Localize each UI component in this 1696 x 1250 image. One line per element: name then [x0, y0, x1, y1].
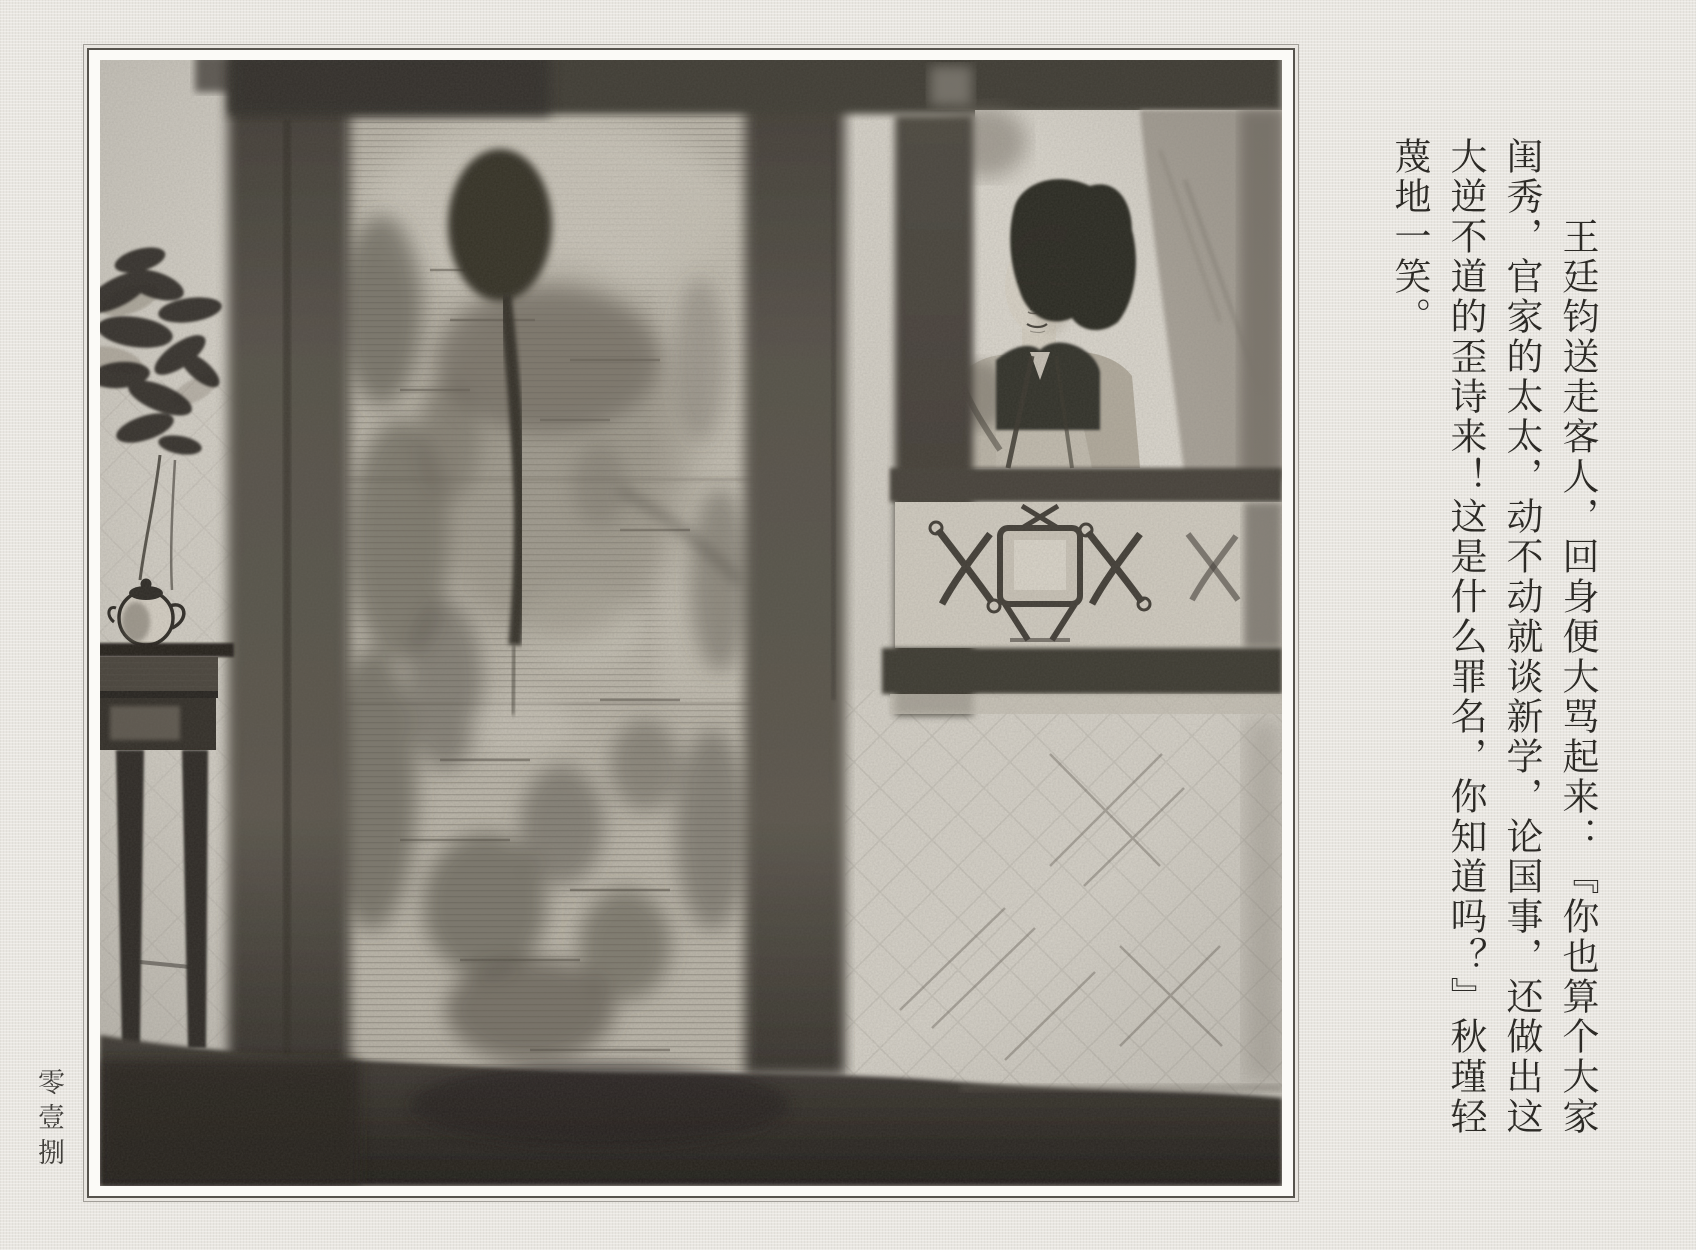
caption-column-1: 王廷钧送走客人，回身便大骂起来：『你也算个大家 — [1556, 217, 1597, 1137]
illustration-frame — [87, 48, 1295, 1198]
caption-column-2: 闺秀，官家的太太，动不动就谈新学，论国事，还做出这 — [1500, 137, 1541, 1137]
caption-column-3: 大逆不道的歪诗来！这是什么罪名，你知道吗？』秋瑾轻 — [1444, 137, 1485, 1137]
paper-grain — [100, 60, 1282, 1186]
illustration-canvas — [100, 60, 1282, 1186]
page-number: 零壹捌 — [34, 1068, 64, 1173]
illustration — [100, 60, 1282, 1186]
caption-column-4: 蔑地一笑。 — [1388, 137, 1429, 337]
caption-text — [1388, 137, 1596, 1157]
